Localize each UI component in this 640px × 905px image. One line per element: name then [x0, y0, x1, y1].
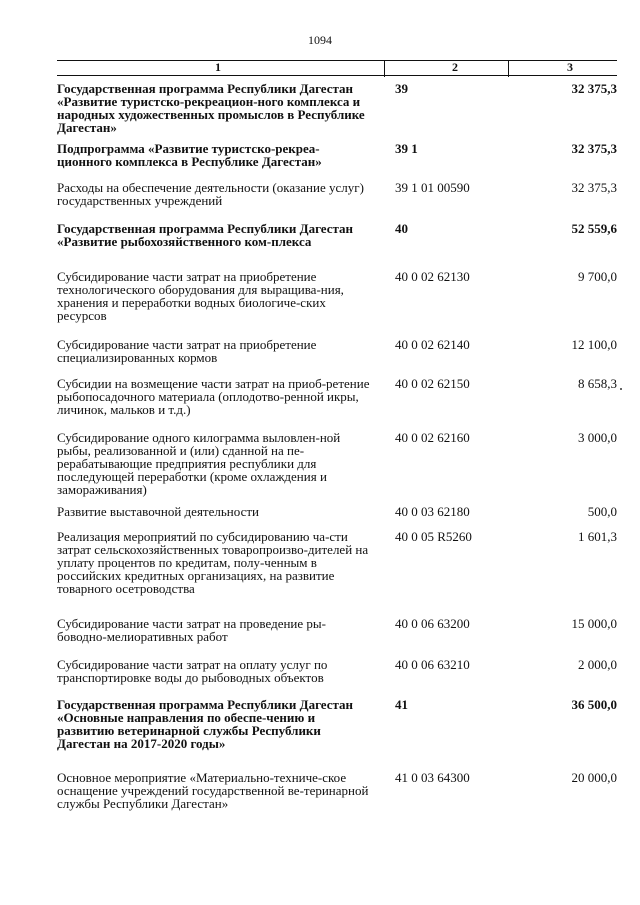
row-name: Подпрограмма «Развитие туристско-рекреа-ционного комплекса в Республике Дагестан» [57, 141, 322, 169]
column-divider [384, 61, 385, 77]
row-amount: 8 658,3 [578, 376, 617, 391]
row-code: 40 0 02 62140 [395, 337, 470, 352]
row-code: 40 0 02 62160 [395, 430, 470, 445]
row-name: Субсидии на возмещение части затрат на приоб-ретение рыбопосадочного материала (оплодотво-ренной икры, личинок, мальков и т.д.) [57, 376, 370, 417]
row-name: Развитие выставочной деятельности [57, 504, 259, 519]
column-header-3: 3 [567, 60, 573, 74]
row-code: 40 0 06 63210 [395, 657, 470, 672]
row-code: 40 0 06 63200 [395, 616, 470, 631]
budget-table [57, 60, 617, 811]
row-amount: 1 601,3 [578, 529, 617, 544]
row-amount: 3 000,0 [578, 430, 617, 445]
row-amount: 32 375,3 [571, 180, 617, 195]
row-code: 41 [395, 697, 408, 712]
column-header-2: 2 [452, 60, 458, 74]
row-code: 39 [395, 81, 408, 96]
row-code: 39 1 01 00590 [395, 180, 470, 195]
row-code: 41 0 03 64300 [395, 770, 470, 785]
row-amount: 2 000,0 [578, 657, 617, 672]
row-amount: 9 700,0 [578, 269, 617, 284]
table-header [57, 60, 617, 76]
row-code: 40 [395, 221, 408, 236]
row-name: Государственная программа Республики Дагестан «Развитие туристско-рекреацион-ного комплекса и народных художественных промыслов в Республике Дагестан» [57, 81, 365, 135]
column-header-1: 1 [215, 60, 221, 74]
page-number: 1094 [308, 33, 332, 47]
row-code: 40 0 03 62180 [395, 504, 470, 519]
row-name: Субсидирование части затрат на оплату услуг по транспортировке воды до рыбоводных объектов [57, 657, 328, 685]
row-amount: 20 000,0 [571, 770, 617, 785]
row-name: Субсидирование части затрат на проведение ры-боводно-мелиоративных работ [57, 616, 326, 644]
row-name: Государственная программа Республики Дагестан «Развитие рыбохозяйственного ком-плекса [57, 221, 354, 249]
column-divider [508, 61, 509, 77]
row-name: Субсидирование части затрат на приобретение специализированных кормов [57, 337, 317, 365]
scan-speck [620, 388, 622, 390]
row-name: Реализация мероприятий по субсидированию ча-сти затрат сельскохозяйственных товаропроизво-дителей на уплату процентов по кредитам, полу-ченным в российских кредитных организациях, на развитие товарного осетроводства [57, 529, 369, 596]
row-code: 40 0 02 62150 [395, 376, 470, 391]
row-amount: 36 500,0 [571, 697, 617, 712]
row-name: Государственная программа Республики Дагестан «Основные направления по обеспе-чению и развитию ветеринарной службы Республики Дагестан на 2017-2020 годы» [57, 697, 354, 751]
row-code: 39 1 [395, 141, 418, 156]
row-name: Расходы на обеспечение деятельности (оказание услуг) государственных учреждений [57, 180, 364, 208]
row-amount: 12 100,0 [571, 337, 617, 352]
row-amount: 32 375,3 [571, 141, 617, 156]
row-name: Субсидирование одного килограмма выловлен-ной рыбы, реализованной и (или) сданной на пе-рерабатывающие предприятия республики для последующей переработки (кроме охлаждения и замораживания) [57, 430, 341, 497]
row-amount: 15 000,0 [571, 616, 617, 631]
row-amount: 32 375,3 [571, 81, 617, 96]
row-amount: 52 559,6 [571, 221, 617, 236]
row-name: Основное мероприятие «Материально-техниче-ское оснащение учреждений государственной ве-теринарной службы Республики Дагестан» [57, 770, 369, 811]
row-amount: 500,0 [587, 504, 617, 519]
row-code: 40 0 02 62130 [395, 269, 470, 284]
row-name: Субсидирование части затрат на приобретение технологического оборудования для выращива-ния, хранения и переработки водных биологиче-ских ресурсов [57, 269, 344, 323]
row-code: 40 0 05 R5260 [395, 529, 472, 544]
